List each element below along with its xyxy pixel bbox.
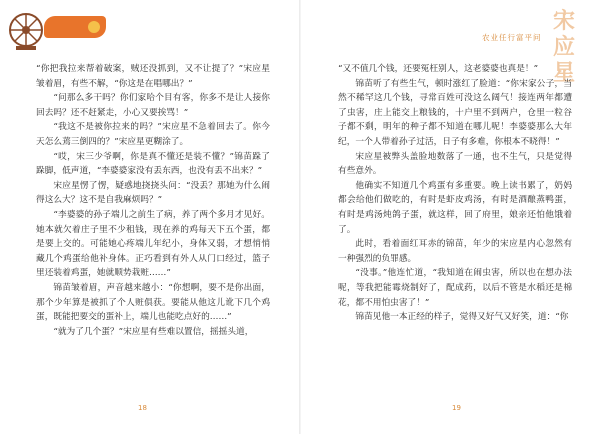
paragraph: “问那么多干吗？你们家哈个目有客，你多不是让人接你回去吗？还不赶紧走，小心又要挨骂！”	[36, 93, 270, 118]
paragraph: 他确实不知道几个鸡蛋有多重要。晚上读书累了，奶妈都会给他们做吃的，有时是虾皮鸡汤，有时是酒酿蒸鸭蛋，有时是鸡汤炖鸽子蛋，就这样，回了府里，娘亲还怕他饿着了。	[338, 180, 572, 235]
left-page-text	[36, 62, 270, 339]
logo-badge	[44, 16, 106, 38]
series-logo	[6, 10, 106, 52]
paragraph: 锦苗皱着眉，声音越来越小：“你想啊，要不是你出面，那个少年算是被抓了个人赃俱获。要能从他这儿讹下几个鸡蛋，既能把要交的蛋补上，端儿也能吃点好的……”	[36, 282, 270, 323]
page-number-left: 18	[138, 404, 147, 412]
paragraph: “我这不是被你拉来的吗？”宋应星不急着回去了。你今天怎么蔫三倒四的？”宋应星更糊涂了。	[36, 122, 270, 147]
paragraph: “哎，宋三少爷啊，你是真不懂还是装不懂？”锦苗跺了跺脚，低声道，“李婆婆家没有丢东西，也没有丢不出来？”	[36, 151, 270, 177]
paragraph: “就为了几个蛋？”宋应星有些难以置信，摇摇头道，	[53, 326, 254, 337]
watermark-emblem: 宋 应 星	[552, 8, 577, 86]
page-number-right: 19	[452, 404, 461, 412]
paragraph: 宋应星愣了愣，疑惑地挠挠头问：“没丢？那她为什么闹得这么大？这不是自我麻烦吗？”	[36, 180, 270, 206]
page-gutter	[299, 0, 301, 434]
right-page-text	[338, 62, 572, 325]
paragraph: “又不值几个钱，还要冤枉别人，这老婆婆也真是！”	[338, 64, 539, 74]
paragraph: 宋应星被弊头盖脸地数落了一通，也不生气，只是觉得有些意外。	[338, 151, 572, 177]
running-head: 农业任行富平问	[482, 33, 542, 42]
paragraph: 此时，看着面红耳赤的锦苗，年少的宋应星内心忽然有一种强烈的负罪感。	[338, 239, 572, 264]
paragraph: “没事。”他连忙道，“我知道在闹虫害，所以也在想办法呢，等我把能霉烧制好了，配成药，以后不管是水稻还是棉花，都不用怕虫害了！”	[338, 268, 572, 308]
paragraph: “李婆婆的孙子端儿之前生了病，养了两个多月才见好。她本就欠着庄子里不少租钱，现在养的鸡每天下五个蛋，都是要上交的。可能她心疼端儿年纪小，身体又弱，才想悄悄藏几个鸡蛋给他补身体。正巧看到有外人从门口经过，篮子里还装着鸡蛋，她就顺势栽赃……”	[36, 209, 270, 279]
paragraph: “你把我拉来帮着破案，贼还没抓到，又不让提了？”宋应星皱着眉，有些不解，“你这是在唱哪出？”	[36, 64, 270, 89]
paragraph: 锦苗见他一本正经的样子，觉得又好气又好笑，道：“你	[355, 312, 569, 323]
waterwheel-icon	[6, 10, 46, 52]
paragraph: 锦苗听了有些生气，顿时涨红了脸道：“你宋家公子，当然不稀罕这几个钱，寻常百姓可没这么阔气！接连两年都遭了虫害，庄上能交上粮钱的，十户里不到两户，仓里一粒谷子都不剩，明年的种子都不知道在哪儿呢！李婆婆那么大年纪，一个人带着孙子过活，日子有多难，你根本不晓得！”	[338, 78, 572, 147]
